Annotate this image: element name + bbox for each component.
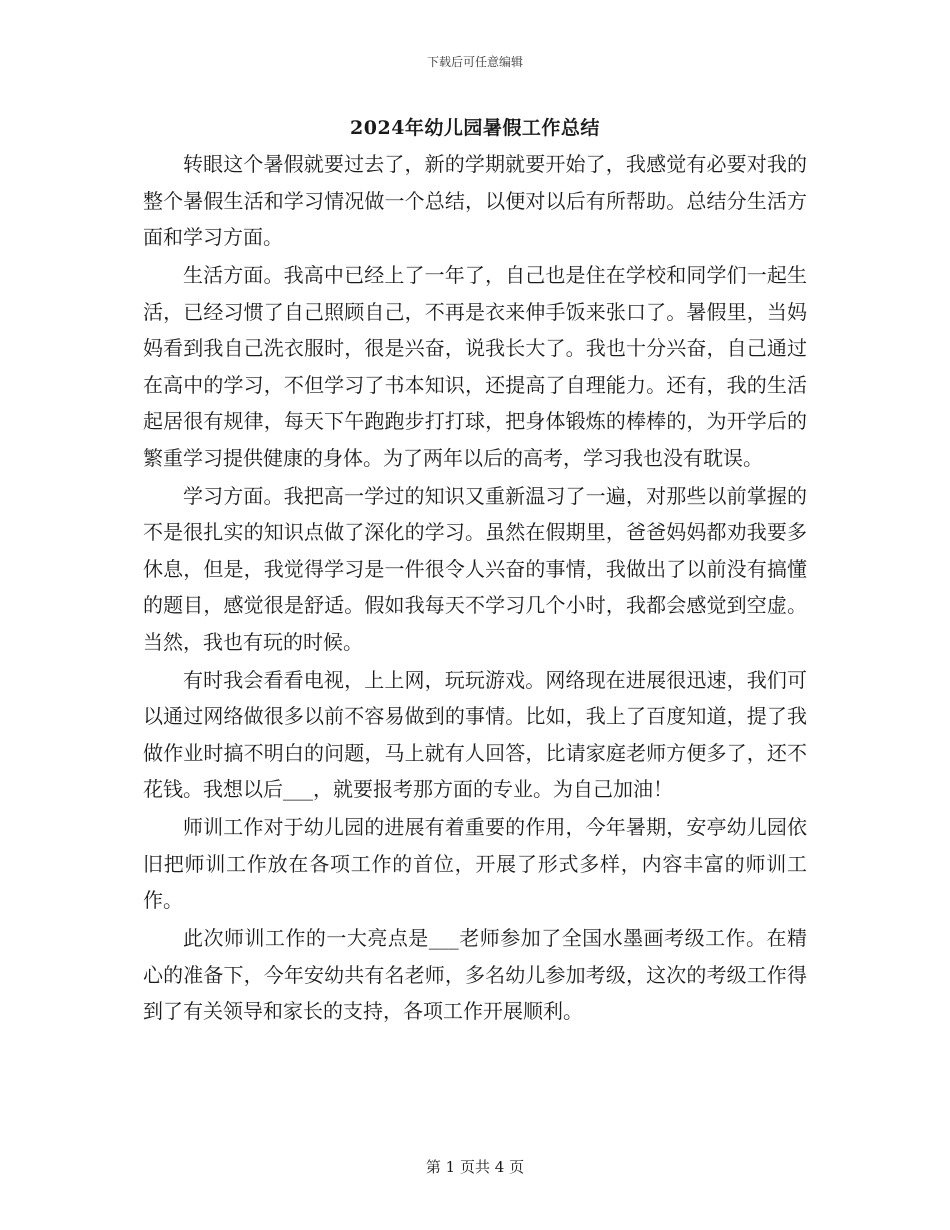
paragraph-leisure: 有时我会看看电视，上上网，玩玩游戏。网络现在进展很迅速，我们可以通过网络做很多以前不容易做到的事情。比如，我上了百度知道，提了我做作业时搞不明白的问题，马上就有人回答，比请家庭老师方便多了，还不花钱。我想以后___，就要报考那方面的专业。为自己加油！ — [143, 667, 807, 801]
paragraph-study: 学习方面。我把高一学过的知识又重新温习了一遍，对那些以前掌握的不是很扎实的知识点做了深化的学习。虽然在假期里，爸爸妈妈都劝我要多休息，但是，我觉得学习是一件很令人兴奋的事情，我做出了以前没有搞懂的题目，感觉很是舒适。假如我每天不学习几个小时，我都会感觉到空虚。当然，我也有玩的时候。 — [143, 483, 807, 654]
paragraph-highlight: 此次师训工作的一大亮点是___老师参加了全国水墨画考级工作。在精心的准备下，今年安幼共有名老师，多名幼儿参加考级，这次的考级工作得到了有关领导和家长的支持，各项工作开展顺利。 — [143, 926, 807, 1023]
paragraph-intro: 转眼这个暑假就要过去了，新的学期就要开始了，我感觉有必要对我的整个暑假生活和学习情况做一个总结，以便对以后有所帮助。总结分生活方面和学习方面。 — [143, 152, 807, 249]
document-body — [143, 146, 807, 1031]
page-header-note: 下载后可任意编辑 — [426, 55, 523, 69]
paragraph-teacher-training: 师训工作对于幼儿园的进展有着重要的作用，今年暑期，安亭幼儿园依旧把师训工作放在各项工作的首位，开展了形式多样，内容丰富的师训工作。 — [143, 815, 807, 912]
document-title: 2024年幼儿园暑假工作总结 — [350, 117, 600, 139]
paragraph-life: 生活方面。我高中已经上了一年了，自己也是住在学校和同学们一起生活，已经习惯了自己照顾自己，不再是衣来伸手饭来张口了。暑假里，当妈妈看到我自己洗衣服时，很是兴奋，说我长大了。我也十分兴奋，自己通过在高中的学习，不但学习了书本知识，还提高了自理能力。还有，我的生活起居很有规律，每天下午跑跑步打打球，把身体锻炼的棒棒的，为开学后的繁重学习提供健康的身体。为了两年以后的高考，学习我也没有耽误。 — [143, 263, 807, 470]
page-number-footer: 第 1 页共 4 页 — [425, 1158, 525, 1176]
